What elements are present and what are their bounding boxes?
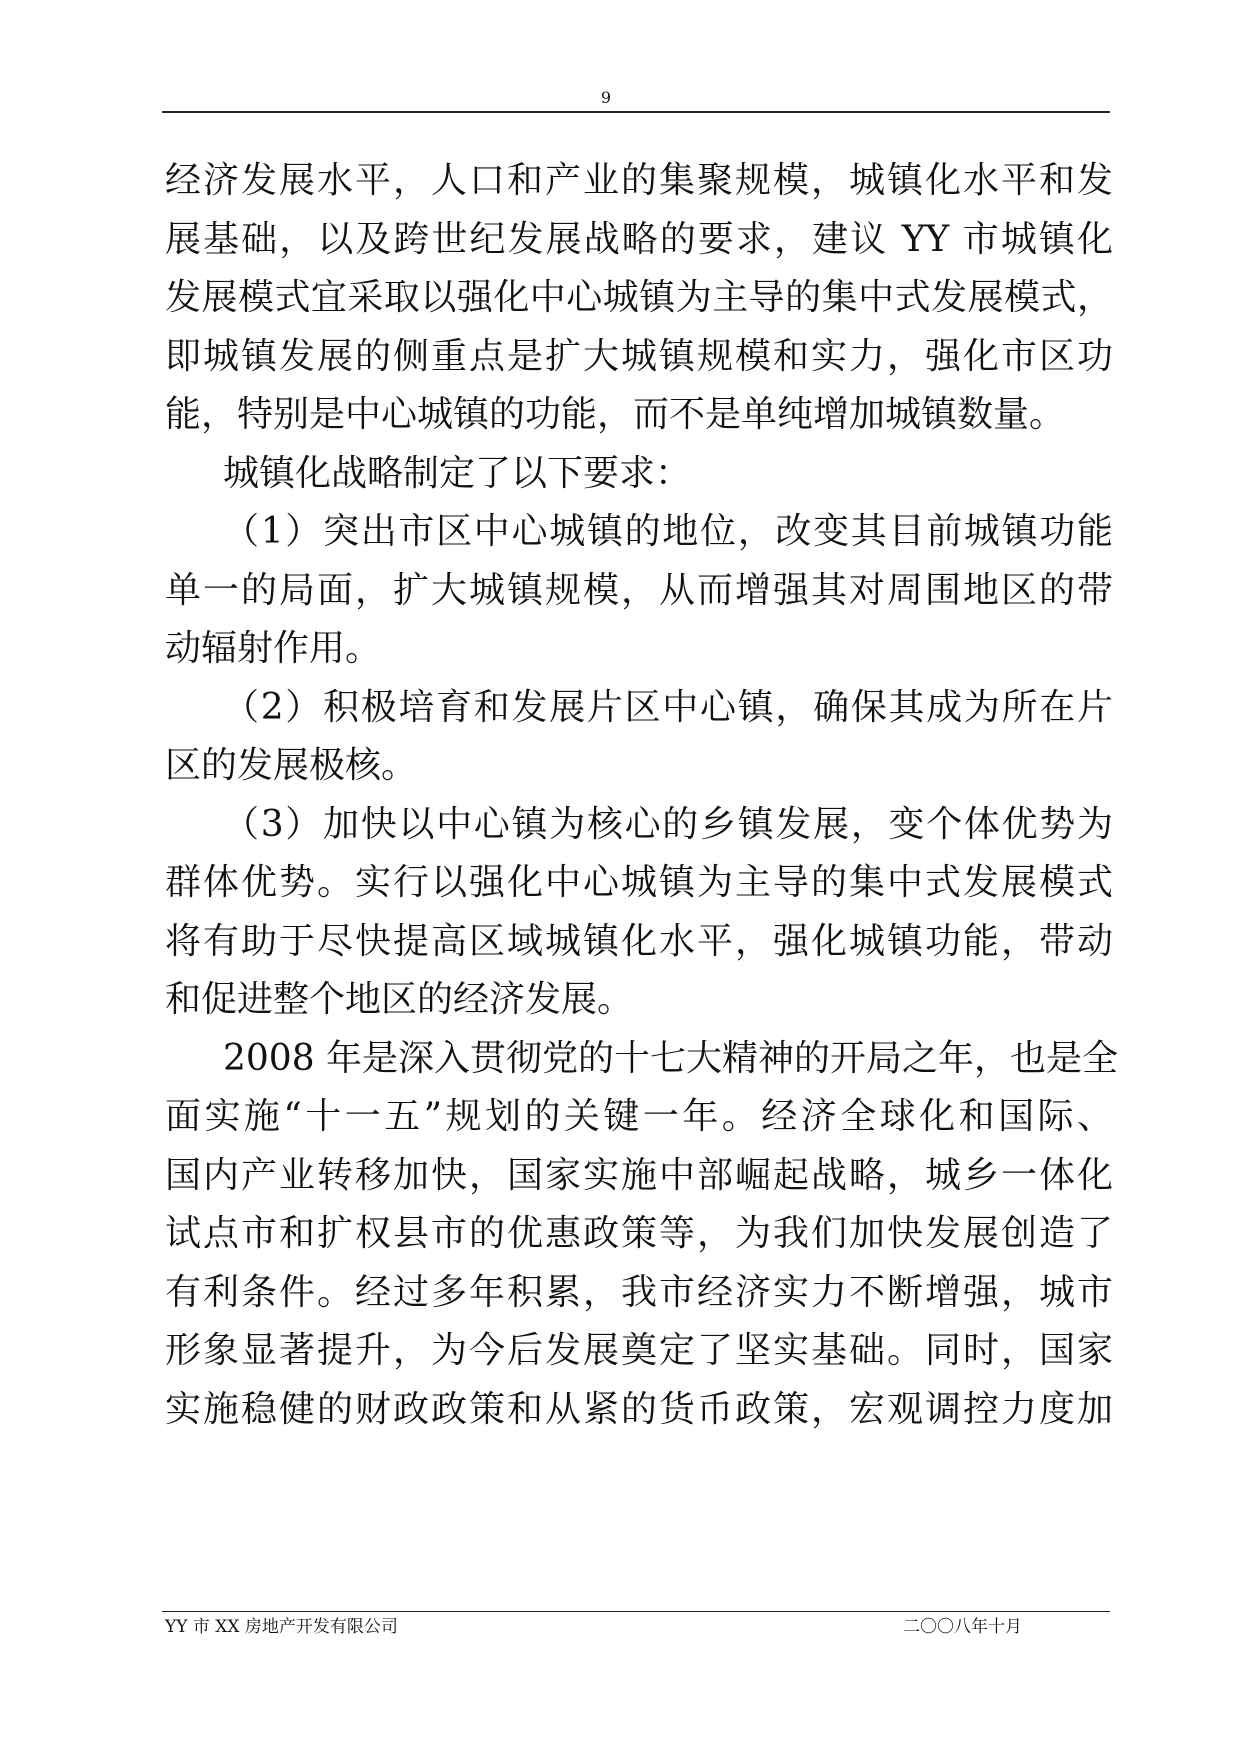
text-line: 单一的局面，扩大城镇规模，从而增强其对周围地区的带 [165, 569, 1113, 611]
text-line: 面实施“十一五”规划的关键一年。经济全球化和国际、 [165, 1096, 1113, 1137]
text-line: 群体优势。实行以强化中心城镇为主导的集中式发展模式 [165, 862, 1113, 903]
text-line: 2008 年是深入贯彻党的十七大精神的开局之年，也是全 [223, 1037, 1119, 1079]
text-line: 即城镇发展的侧重点是扩大城镇规模和实力，强化市区功 [165, 335, 1113, 377]
text-line: 城镇化战略制定了以下要求： [223, 452, 692, 494]
text-line: 能，特别是中心城镇的功能，而不是单纯增加城镇数量。 [165, 394, 1066, 435]
header-rule [162, 111, 1110, 113]
text-line: （2）积极培育和发展片区中心镇，确保其成为所在片 [223, 686, 1113, 728]
text-line: 有利条件。经过多年积累，我市经济实力不断增强，城市 [165, 1271, 1113, 1313]
text-line: 发展模式宜采取以强化中心城镇为主导的集中式发展模式， [165, 277, 1113, 318]
text-line: 将有助于尽快提高区域城镇化水平，强化城镇功能，带动 [165, 920, 1113, 962]
text-line: （3）加快以中心镇为核心的乡镇发展，变个体优势为 [223, 803, 1113, 845]
text-line: （1）突出市区中心城镇的地位，改变其目前城镇功能 [223, 511, 1113, 552]
footer-date: 二〇〇八年十月 [903, 1617, 1022, 1637]
body-text [165, 152, 1119, 1439]
text-line: 试点市和扩权县市的优惠政策等，为我们加快发展创造了 [165, 1213, 1113, 1254]
text-line: 形象显著提升，为今后发展奠定了坚实基础。同时，国家 [165, 1330, 1113, 1371]
text-line: 实施稳健的财政政策和从紧的货币政策，宏观调控力度加 [165, 1388, 1113, 1430]
page-number: 9 [600, 88, 612, 107]
footer-rule [162, 1611, 1110, 1612]
text-line: 和促进整个地区的经济发展。 [165, 979, 634, 1020]
text-line: 展基础，以及跨世纪发展战略的要求，建议 YY 市城镇化 [165, 218, 1113, 260]
text-line: 经济发展水平，人口和产业的集聚规模，城镇化水平和发 [165, 160, 1113, 201]
text-line: 国内产业转移加快，国家实施中部崛起战略，城乡一体化 [165, 1154, 1113, 1196]
text-line: 区的发展极核。 [165, 745, 418, 786]
footer-company: YY 市 XX 房地产开发有限公司 [165, 1617, 398, 1637]
text-line: 动辐射作用。 [165, 628, 382, 669]
